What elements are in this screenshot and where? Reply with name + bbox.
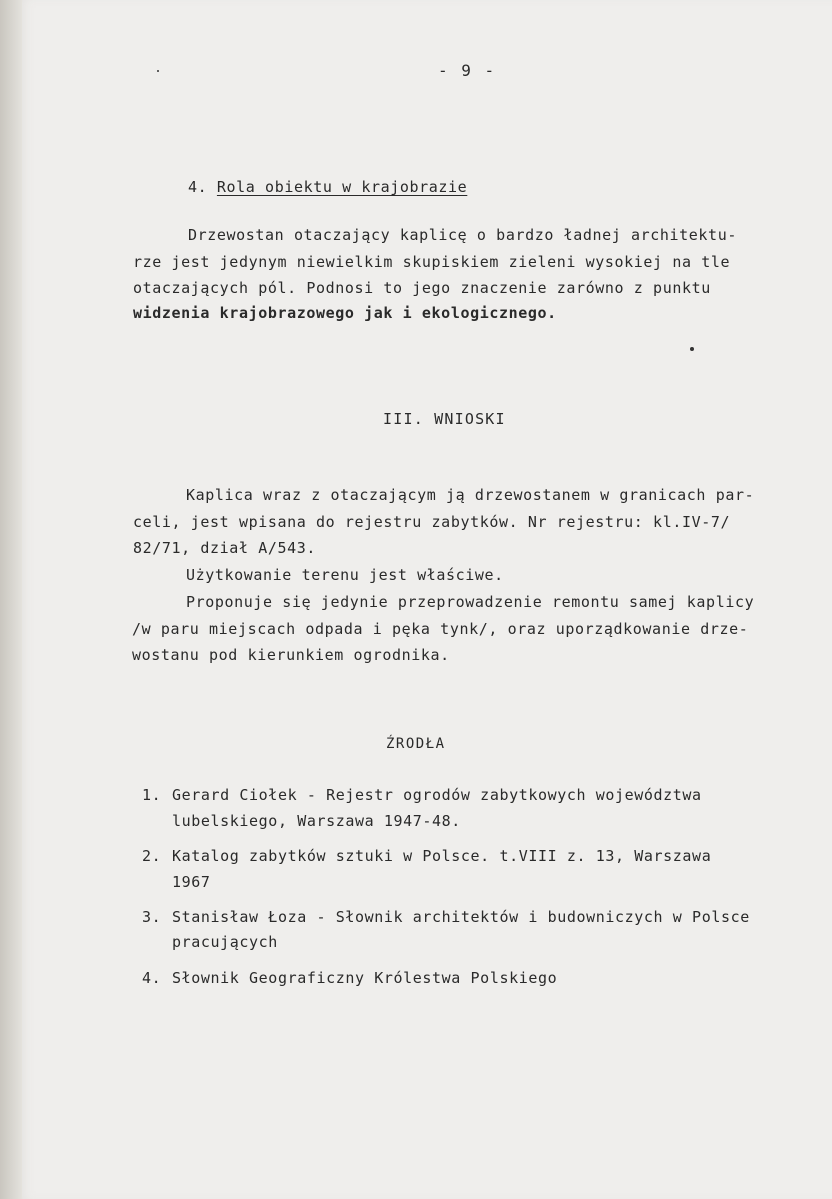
wnioski-line-4: Użytkowanie terenu jest właściwe. [186,566,504,584]
zrodla-heading: ŹRODŁA [386,736,446,752]
ink-speck [157,70,159,72]
section-4-line-2: rze jest jedynym niewielkim skupiskiem zieleni wysokiej na tle [133,253,731,271]
reference-4-number: 4. [142,969,162,987]
reference-3-line-2: pracujących [172,933,278,951]
reference-1-number: 1. [142,786,162,804]
reference-4-line-1: Słownik Geograficzny Królestwa Polskiego [172,969,558,987]
wnioski-line-5: Proponuje się jedynie przeprowadzenie remontu samej kaplicy [186,593,755,611]
reference-1-line-2: lubelskiego, Warszawa 1947-48. [172,812,461,830]
wnioski-line-7: wostanu pod kierunkiem ogrodnika. [132,646,450,664]
section-4-heading [188,180,467,195]
reference-2-number: 2. [142,847,162,865]
page-number: - 9 - [438,61,497,80]
section-4-line-3: otaczających pól. Podnosi to jego znaczenie zarówno z punktu [133,279,711,297]
section-4-title: Rola obiektu w krajobrazie [216,178,468,196]
reference-1-line-1: Gerard Ciołek - Rejestr ogrodów zabytkowych województwa [172,786,702,804]
page-binding-edge [0,0,22,1199]
wnioski-heading: III. WNIOSKI [383,410,506,428]
wnioski-line-2: celi, jest wpisana do rejestru zabytków. Nr rejestru: kl.IV-7/ [133,513,731,531]
reference-2-line-1: Katalog zabytków sztuki w Polsce. t.VIII z. 13, Warszawa [172,847,712,865]
section-4-line-1: Drzewostan otaczający kaplicę o bardzo ładnej architektu- [188,226,737,244]
section-4-line-4: widzenia krajobrazowego jak i ekologicznego. [133,304,557,322]
wnioski-line-6: /w paru miejscach odpada i pęka tynk/, oraz uporządkowanie drze- [132,620,749,638]
wnioski-line-1: Kaplica wraz z otaczającym ją drzewostanem w granicach par- [186,486,755,504]
reference-3-line-1: Stanisław Łoza - Słownik architektów i budowniczych w Polsce [172,908,750,926]
wnioski-line-3: 82/71, dział A/543. [133,539,316,557]
reference-2-line-2: 1967 [172,873,211,891]
section-4-number: 4. [188,178,208,196]
reference-3-number: 3. [142,908,162,926]
ink-speck [690,347,694,351]
